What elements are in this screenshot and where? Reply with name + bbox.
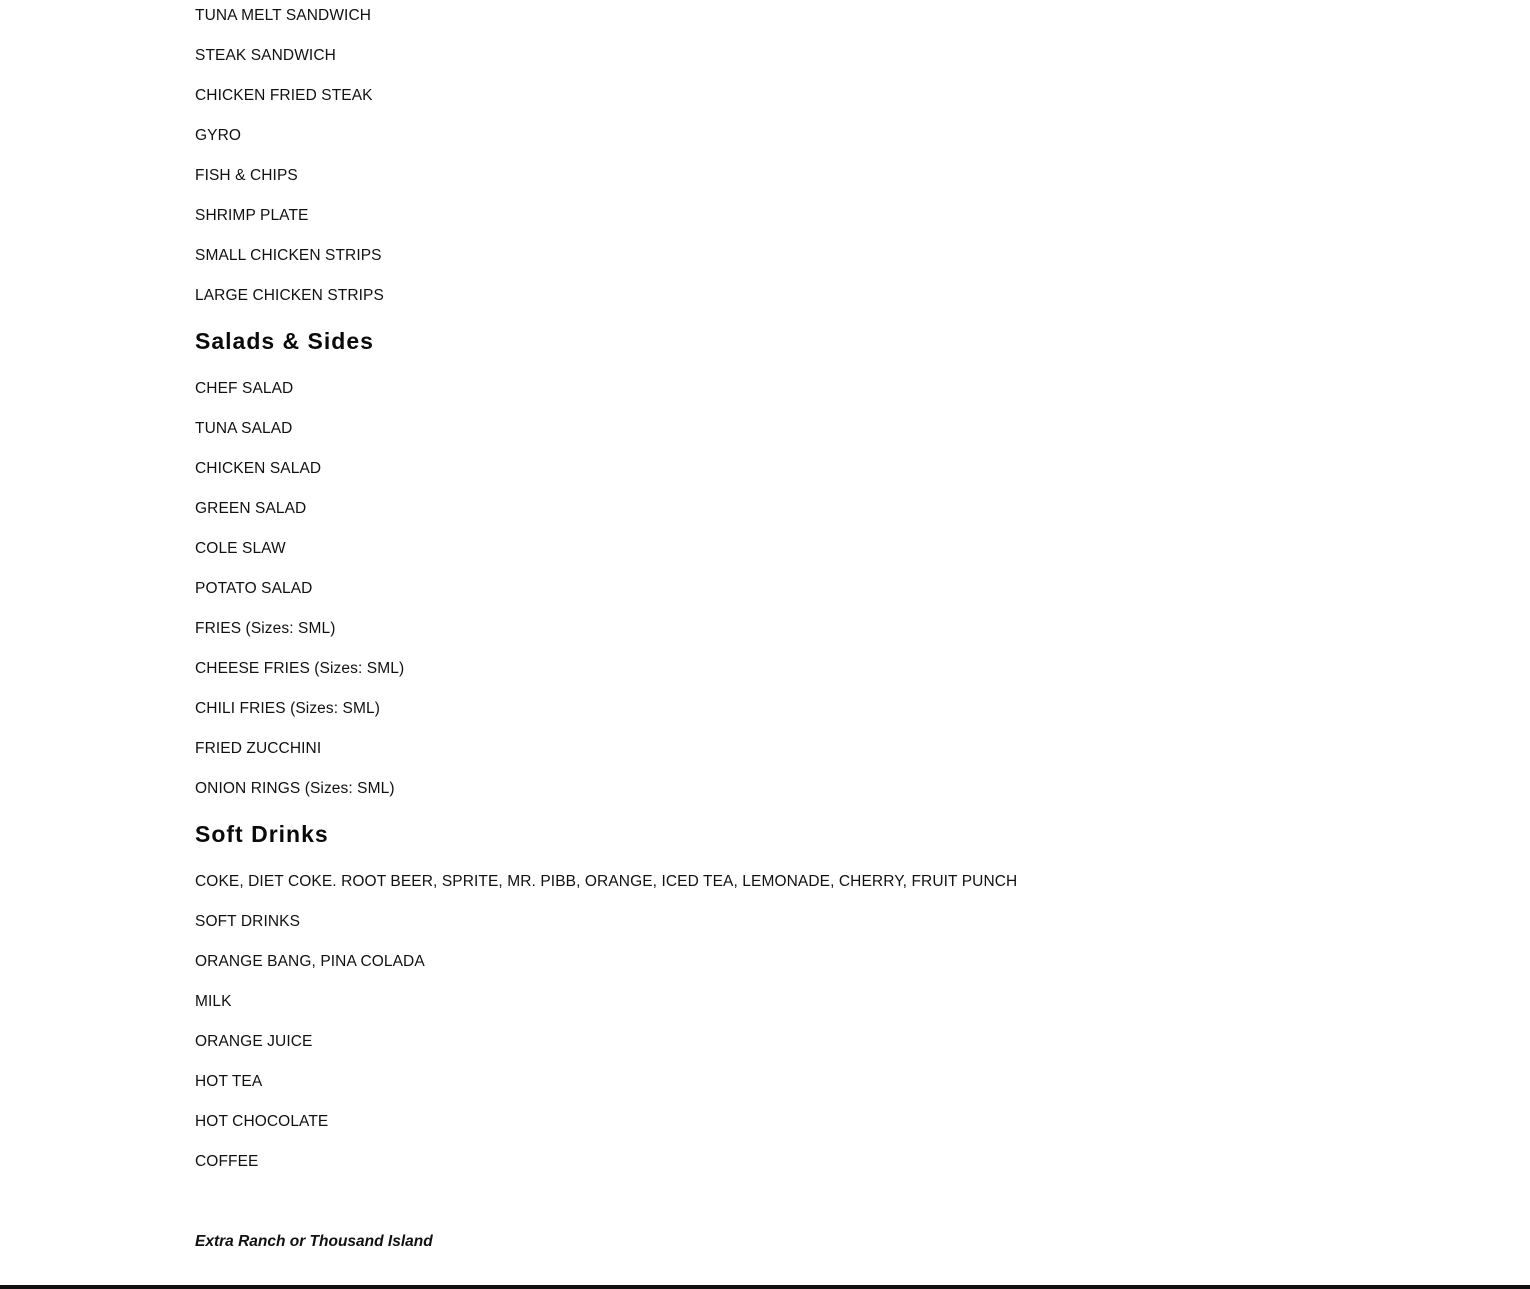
menu-item: FRIES (Sizes: SML) bbox=[195, 620, 336, 637]
section-heading-soft-drinks: Soft Drinks bbox=[195, 821, 329, 847]
menu-item: LARGE CHICKEN STRIPS bbox=[195, 287, 384, 304]
menu-item: POTATO SALAD bbox=[195, 580, 313, 597]
menu-item: HOT CHOCOLATE bbox=[195, 1113, 329, 1130]
menu-item: SOFT DRINKS bbox=[195, 913, 301, 930]
menu-item: ORANGE JUICE bbox=[195, 1033, 313, 1050]
menu-item: ORANGE BANG, PINA COLADA bbox=[195, 953, 425, 970]
menu-item: CHILI FRIES (Sizes: SML) bbox=[195, 700, 380, 717]
menu-item: COFFEE bbox=[195, 1153, 259, 1170]
menu-item: CHICKEN SALAD bbox=[195, 460, 322, 477]
menu-item: SHRIMP PLATE bbox=[195, 207, 309, 224]
menu-item: TUNA MELT SANDWICH bbox=[195, 7, 372, 24]
menu-item: GREEN SALAD bbox=[195, 500, 307, 517]
bottom-divider bbox=[0, 1285, 1530, 1289]
menu-item: COKE, DIET COKE. ROOT BEER, SPRITE, MR. PIBB, ORANGE, ICED TEA, LEMONADE, CHERRY, FRUIT PUNCH bbox=[195, 873, 1018, 890]
menu-item: FRIED ZUCCHINI bbox=[195, 740, 322, 757]
menu-item: ONION RINGS (Sizes: SML) bbox=[195, 780, 395, 797]
menu-item: CHICKEN FRIED STEAK bbox=[195, 87, 373, 104]
menu-item: FISH & CHIPS bbox=[195, 167, 298, 184]
menu-item: GYRO bbox=[195, 127, 242, 144]
section-heading-salads-sides: Salads & Sides bbox=[195, 328, 374, 354]
menu-item: HOT TEA bbox=[195, 1073, 263, 1090]
menu-item: CHEESE FRIES (Sizes: SML) bbox=[195, 660, 405, 677]
menu-item: MILK bbox=[195, 993, 232, 1010]
footer-note: Extra Ranch or Thousand Island bbox=[195, 1233, 433, 1250]
menu-item: SMALL CHICKEN STRIPS bbox=[195, 247, 382, 264]
menu-item: COLE SLAW bbox=[195, 540, 286, 557]
menu-item: TUNA SALAD bbox=[195, 420, 293, 437]
menu-item: STEAK SANDWICH bbox=[195, 47, 336, 64]
menu-item: CHEF SALAD bbox=[195, 380, 294, 397]
